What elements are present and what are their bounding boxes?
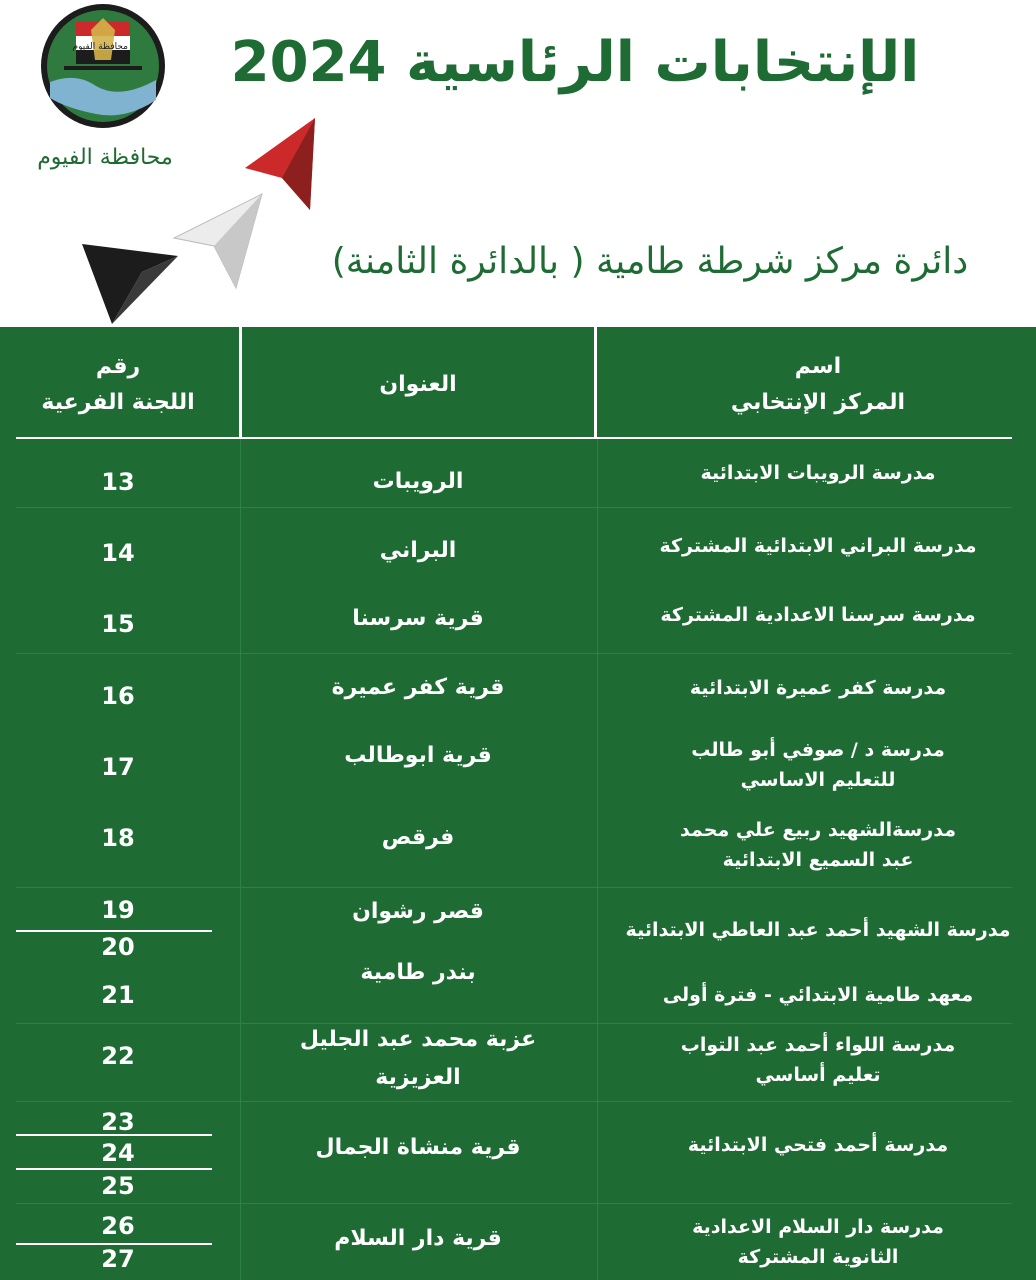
center-address: قرية منشاة الجمال [315,1135,521,1160]
polling-centers-table [0,327,1036,1280]
committee-number: 18 [101,824,135,852]
header-center-name: اسم المركز الإنتخابي [730,354,906,415]
committee-number: 13 [101,468,135,496]
page-title: الإنتخابات الرئاسية 2024 [230,30,920,95]
logo-caption: محافظة الفيوم [37,145,173,170]
center-address: البراني [379,538,457,563]
committee-number: 24 [101,1139,135,1167]
center-name: مدرسة البراني الابتدائية المشتركة [659,535,977,557]
center-address: قرية سرسنا [352,606,484,631]
column-divider [594,327,597,439]
committee-divider [16,1168,212,1170]
committee-number: 23 [101,1108,135,1136]
center-address: عزبة محمد عبد الجليل العزيزية [299,1027,537,1090]
black-arrow-icon [82,244,178,324]
center-name: مدرسة د / صوفي أبو طالب للتعليم الاساسي [691,739,945,791]
center-address: فرقص [381,825,455,850]
committee-number: 15 [101,610,135,638]
header-committee-number: رقم اللجنة الفرعية [41,354,195,415]
center-name: مدرسة اللواء أحمد عبد التواب تعليم أساسي [680,1034,956,1086]
committee-number: 14 [101,539,135,567]
center-address: قرية ابوطالب [344,743,492,768]
group-divider [16,1203,212,1204]
committee-number: 25 [101,1172,135,1200]
decorative-arrows [70,110,340,330]
committee-number: 20 [101,933,135,961]
center-address: الرويبات [372,469,464,494]
committee-number: 27 [101,1245,135,1273]
page-subtitle: دائرة مركز شرطة طامية ( بالدائرة الثامنة) [331,241,969,282]
center-address: بندر طامية [360,960,476,985]
center-name: مدرسة أحمد فتحي الابتدائية [687,1134,949,1156]
logo-inner-text: محافظة الفيوم [72,42,128,52]
center-address: قرية كفر عميرة [331,675,505,700]
center-name: مدرسة الشهيد أحمد عبد العاطي الابتدائية [625,919,1011,941]
center-name: مدرسة الرويبات الابتدائية [700,462,936,484]
center-address: قصر رشوان [352,899,484,924]
committee-number: 21 [101,981,135,1009]
committee-number: 26 [101,1212,135,1240]
center-name: مدرسةالشهيد ربيع علي محمد عبد السميع الابتدائية [680,819,956,871]
column-divider [239,327,242,439]
header-rule [16,437,1012,439]
committee-number: 22 [101,1042,135,1070]
center-name: مدرسة دار السلام الاعدادية الثانوية المشتركة [692,1216,944,1268]
committee-number: 16 [101,682,135,710]
center-address: قرية دار السلام [334,1226,502,1251]
center-name: معهد طامية الابتدائي - فترة أولى [662,984,974,1006]
header-address: العنوان [379,372,457,397]
committee-number: 19 [101,896,135,924]
center-name: مدرسة سرسنا الاعدادية المشتركة [660,604,976,626]
committee-number: 17 [101,753,135,781]
center-name: مدرسة كفر عميرة الابتدائية [689,677,947,699]
